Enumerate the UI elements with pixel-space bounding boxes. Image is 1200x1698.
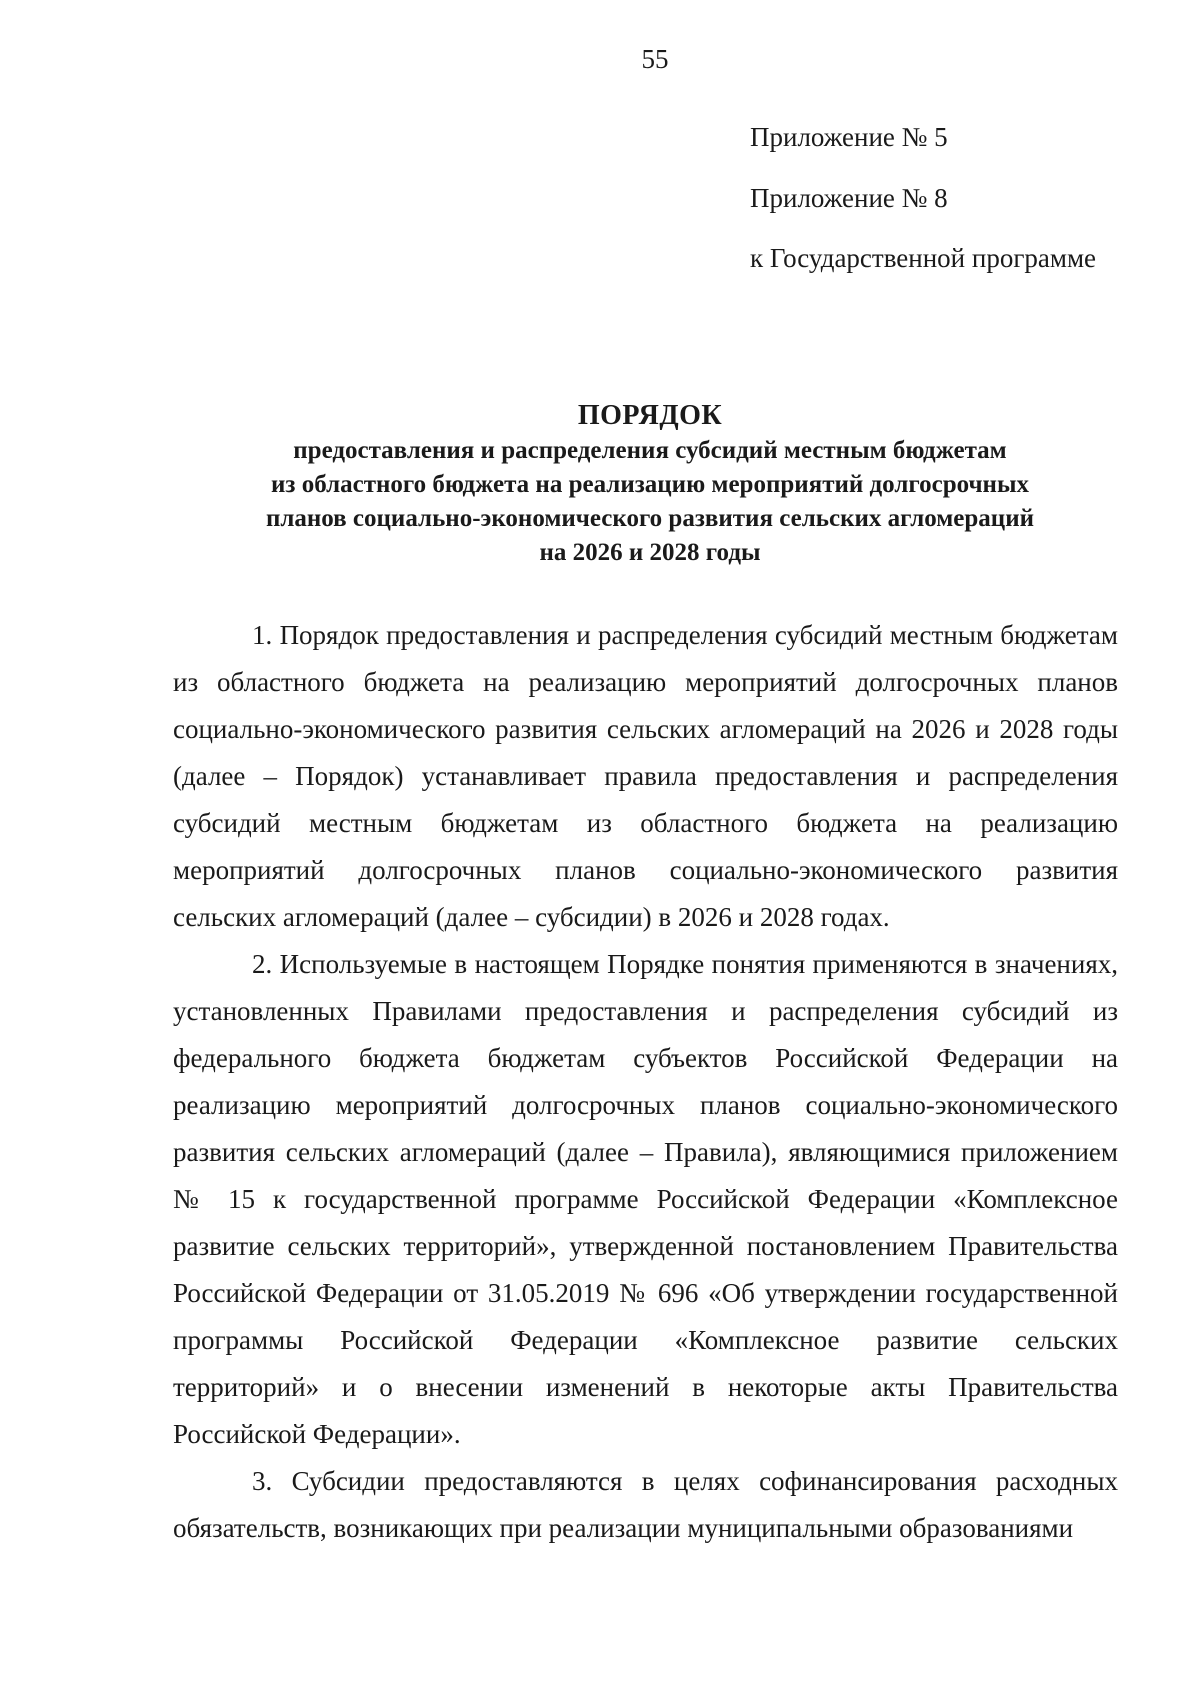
appendix-line-1: Приложение № 5 — [750, 122, 948, 152]
title-line-4: на 2026 и 2028 годы — [539, 539, 761, 566]
appendix-line-2: Приложение № 8 — [750, 183, 948, 213]
title-line-1: предоставления и распределения субсидий местным бюджетам — [293, 437, 1007, 464]
title-line-2: из областного бюджета на реализацию мероприятий долгосрочных — [271, 471, 1029, 498]
document-title — [170, 398, 1130, 570]
appendix-line-3: к Государственной программе — [750, 243, 1097, 273]
paragraph-1: 1. Порядок предоставления и распределения субсидий местным бюджетам из областного бюджета на реализацию мероприятий долгосрочных планов социально-экономического развития сельских агломераций на 2026 и 2028 годы (далее – Порядок) устанавливает правила предоставления и распределения субсидий местным бюджетам из областного бюджета на реализацию мероприятий долгосрочных планов социально-экономического развития сельских агломераций (далее – субсидии) в 2026 и 2028 годах. — [173, 620, 1118, 932]
document-body — [173, 612, 1118, 1552]
paragraph-3: 3. Субсидии предоставляются в целях софинансирования расходных обязательств, возникающих при реализации муниципальными образованиями — [173, 1466, 1118, 1543]
title-line-3: планов социально-экономического развития сельских агломераций — [265, 505, 1035, 532]
title-heading: ПОРЯДОК — [577, 400, 723, 431]
paragraph-2: 2. Используемые в настоящем Порядке понятия применяются в значениях, установленных Правилами предоставления и распределения субсидий из федерального бюджета бюджетам субъектов Российской Федерации на реализацию мероприятий долгосрочных планов социально-экономического развития сельских агломераций (далее – Правила), являющимися приложением № 15 к государственной программе Российской Федерации «Комплексное развитие сельских территорий», утвержденной постановлением Правительства Российской Федерации от 31.05.2019 № 696 «Об утверждении государственной программы Российской Федерации «Комплексное развитие сельских территорий» и о внесении изменений в некоторые акты Правительства Российской Федерации». — [173, 949, 1118, 1449]
page-number: 55 — [641, 44, 669, 74]
